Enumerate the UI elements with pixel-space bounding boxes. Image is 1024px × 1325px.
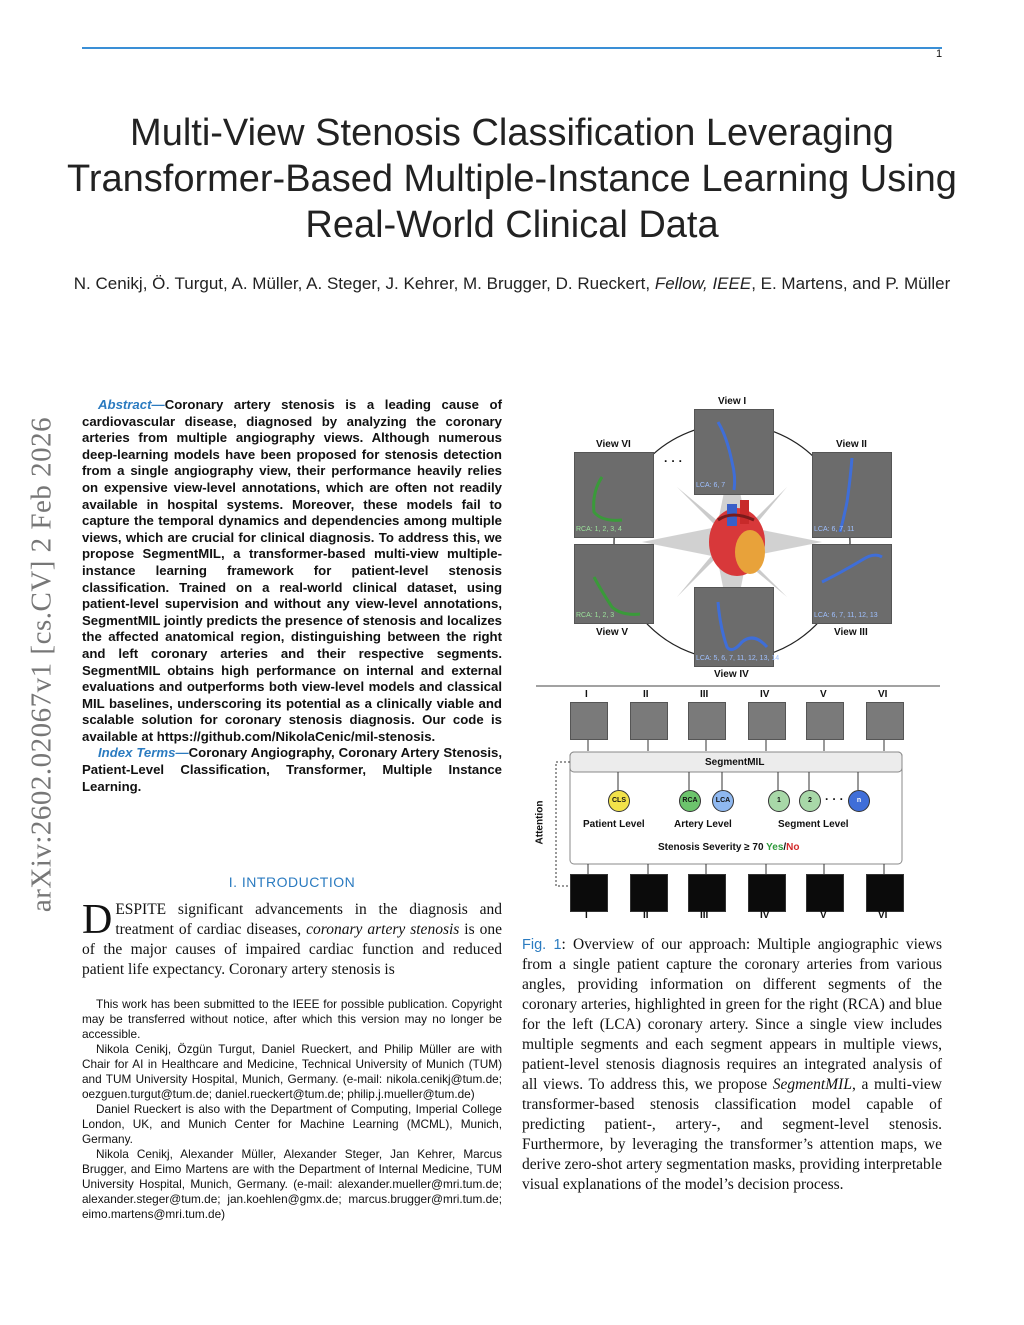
attention-map (570, 874, 608, 912)
caption-text-a: : Overview of our approach: Multiple angiographic views from a single patient capture the coronary arteries from various angles, providing information on different segments of the coronary arteries, highlighted in green for the right (RCA) and blue for the left (LCA) coronary artery. Since a single view includes multiple segments and each segment appears in multiple views, patient-level stenosis diagnosis requires an integrated analysis of all views. To address this, we propose (522, 936, 942, 1093)
caption-text-b: , a multi-view transformer-based stenosis classification model capable of predicting patient-, artery-, and segment-level stenosis. Furthermore, by leveraging the transformer’s attention maps, we derive zero-shot artery segmentation masks, providing interpretable visual explanations of the model’s decision process. (522, 1076, 942, 1193)
input-thumbnail (688, 702, 726, 740)
header-rule (82, 47, 942, 49)
severity-sep: / (783, 842, 787, 853)
rca-node: RCA (679, 790, 701, 812)
attention-map (688, 874, 726, 912)
footnote: Nikola Cenikj, Alexander Müller, Alexander Steger, Jan Kehrer, Marcus Brugger, and Eimo Martens are with the Department of Internal Medicine, TUM University Hospital, Munich, Germany. (e-mail: alexander.mueller@mri.tum.de; alexander.steger@tum.de; jan.koehlen@gmx.de; marcus.brugger@mri.tum.de; eimo.martens@mri.tum.de) (82, 1147, 502, 1221)
severity-no: No (786, 842, 800, 853)
index-terms-label: Index Terms— (98, 745, 189, 761)
figure-caption (522, 935, 942, 1195)
level-label: Patient Level (583, 819, 645, 830)
input-thumbnail (806, 702, 844, 740)
paper-title: Multi-View Stenosis Classification Leveraging Transformer-Based Multiple-Instance Learning Using Real-World Clinical Data (67, 112, 957, 246)
view-label: View IV (714, 669, 749, 680)
view-tag: RCA: 1, 2, 3 (576, 612, 615, 619)
attention-map (806, 874, 844, 912)
view-label: View III (834, 627, 868, 638)
output-arrows (588, 864, 884, 874)
abstract-text: Coronary artery stenosis is a leading cause of cardiovascular disease, diagnosed by analyzing the coronary arteries from multiple angiography views. Although numerous deep-learning models have been proposed for stenosis detection from a single angiography view, their performance heavily relies on expensive view-level annotations, which are often not readily available in hospital systems. Moreover, these models fail to capture the temporal dynamics and dependencies among multiple views, which are crucial for clinical diagnosis. To address this, we propose SegmentMIL, a transformer-based multi-view multiple-instance learning framework for patient-level stenosis classification. Trained on a real-world clinical dataset, using patient-level supervision and without any view-level annotations, SegmentMIL jointly predicts the presence of stenosis and localizes the affected anatomical region, distinguishing between the right and left coronary arteries and their respective segments. SegmentMIL obtains high performance on internal and external evaluations and outperforms both view-level models and classical MIL baselines, underscoring its potential as a clinically viable and scalable solution for coronary stenosis diagnosis. Our code is available at https://github.com/NikolaCenic/mil-stenosis. (82, 397, 502, 744)
section-title: INTRODUCTION (241, 874, 356, 890)
segment-node-1: 1 (768, 790, 790, 812)
abstract-label: Abstract— (98, 397, 165, 412)
roman-label: III (700, 910, 709, 921)
footnote: Daniel Rueckert is also with the Department of Computing, Imperial College London, UK, and Munich Center for Machine Learning (MCML), Munich, Germany. (82, 1102, 502, 1146)
view-tag: RCA: 1, 2, 3, 4 (576, 526, 622, 533)
section-heading (82, 874, 502, 890)
roman-label: IV (760, 689, 770, 700)
view-label: View II (836, 439, 867, 450)
lca-node: LCA (712, 790, 734, 812)
severity-yes: Yes (766, 842, 784, 853)
authors-text-1: N. Cenikj, Ö. Turgut, A. Müller, A. Steger, J. Kehrer, M. Brugger, D. Rueckert, (73, 274, 655, 293)
view-label: View I (718, 396, 747, 407)
footnote: This work has been submitted to the IEEE for possible publication. Copyright may be transferred without notice, after which this version may no longer be accessible. (82, 997, 502, 1041)
intro-text-b: is one of the major causes of impaired cardiac function and reduced patient life expectancy. Coronary artery stenosis is (82, 921, 502, 978)
level-label: Segment Level (778, 819, 849, 830)
attention-map (748, 874, 786, 912)
intro-text-a: ESPITE significant advancements in the diagnosis and treatment of cardiac diseases, (115, 901, 502, 938)
roman-label: I (585, 910, 588, 921)
author-list (60, 272, 964, 295)
roman-label: II (643, 910, 649, 921)
artery-overlays (522, 392, 942, 692)
view-tag: LCA: 5, 6, 7, 11, 12, 13, 14 (696, 655, 780, 662)
level-label: Artery Level (674, 819, 732, 830)
severity-prefix: Stenosis Severity ≥ 70 (658, 842, 767, 853)
roman-label: IV (760, 910, 770, 921)
segment-ellipsis: · · · (825, 792, 844, 806)
page-number: 1 (936, 48, 943, 60)
abstract (82, 397, 502, 795)
footnote: Nikola Cenikj, Özgün Turgut, Daniel Rueckert, and Philip Müller are with Chair for AI in Healthcare and Medicine, Technical University of Munich (TUM) and TUM University Hospital, Munich, Germany. (e-mail: nikola.cenikj@tum.de; oezguen.turgut@tum.de; daniel.rueckert@tum.de; philip.j.mueller@tum.de) (82, 1042, 502, 1101)
input-thumbnail (866, 702, 904, 740)
section-number: I. (228, 874, 242, 890)
figure-1 (522, 392, 942, 932)
cls-node: CLS (608, 790, 630, 812)
input-thumbnail (748, 702, 786, 740)
introduction-paragraph (82, 897, 502, 980)
roman-label: II (643, 689, 649, 700)
caption-text-italic: SegmentMIL (772, 1076, 852, 1093)
roman-label: III (700, 689, 709, 700)
view-label: View VI (596, 439, 631, 450)
segmentmil-label: SegmentMIL (705, 757, 765, 768)
view-label: View V (596, 627, 629, 638)
input-thumbnail (570, 702, 608, 740)
severity-label (658, 842, 800, 853)
authors-text-2: , E. Martens, and P. Müller (751, 274, 951, 293)
segment-node-2: 2 (799, 790, 821, 812)
arxiv-identifier: arXiv:2602.02067v1 [cs.CV] 2 Feb 2026 (25, 416, 58, 913)
view-tag: LCA: 6, 7, 11, 12, 13 (814, 612, 878, 619)
attention-map (630, 874, 668, 912)
roman-label: I (585, 689, 588, 700)
drop-cap: D (82, 897, 113, 943)
view-tag: LCA: 6, 7, 11 (814, 526, 855, 533)
footnotes (82, 997, 502, 1222)
attention-map (866, 874, 904, 912)
input-thumbnail (630, 702, 668, 740)
intro-text-italic: coronary artery stenosis (306, 921, 460, 938)
view-tag: LCA: 6, 7 (696, 482, 726, 489)
roman-label: VI (878, 689, 888, 700)
ellipsis: · · · (664, 454, 683, 468)
caption-label: Fig. 1 (522, 937, 562, 953)
index-terms-text: Coronary Angiography, Coronary Artery Stenosis, Patient-Level Classification, Transformer, Multiple Instance Learning. (82, 745, 503, 794)
roman-label: VI (878, 910, 888, 921)
roman-label: V (820, 910, 827, 921)
attention-label: Attention (534, 800, 546, 845)
segment-node-n: n (848, 790, 870, 812)
authors-fellow: Fellow, IEEE (654, 274, 752, 293)
roman-label: V (820, 689, 827, 700)
attention-arrow (556, 762, 570, 886)
